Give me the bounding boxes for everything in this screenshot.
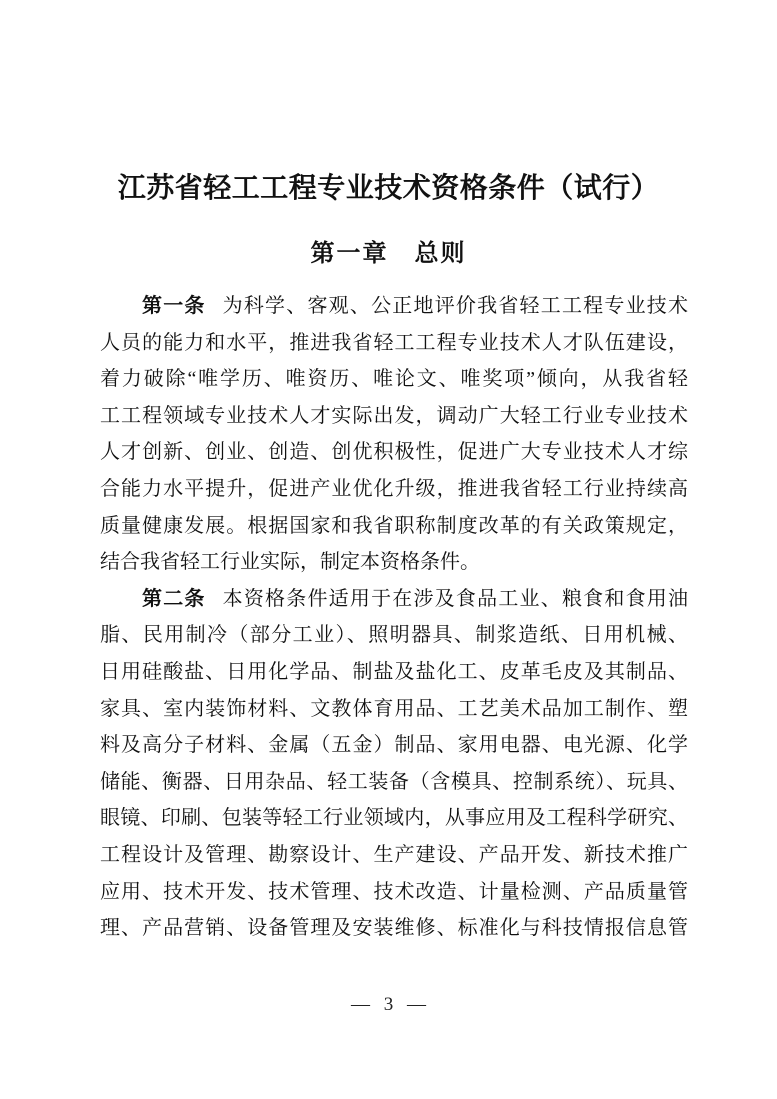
body-line-text: 结合我省轻工行业实际，制定本资格条件。 [100,551,480,574]
body-line [100,691,688,728]
document-body [100,288,688,947]
body-line-text: 人才创新、创业、创造、创优积极性，促进广大专业技术人才综 [100,441,688,464]
body-line [100,325,688,362]
body-line [100,398,688,435]
body-line [100,471,688,508]
body-line-text: 理、产品营销、设备管理及安装维修、标准化与科技情报信息管 [100,917,688,940]
body-line [100,581,688,618]
body-line-text: 料及高分子材料、金属（五金）制品、家用电器、电光源、化学 [100,734,688,757]
body-line-text: 为科学、客观、公正地评价我省轻工工程专业技术 [222,295,688,317]
body-line-text: 应用、技术开发、技术管理、技术改造、计量检测、产品质量管 [100,880,688,903]
body-line [100,508,688,545]
article-number: 第二条 [142,587,206,610]
body-line-text: 日用硅酸盐、日用化学品、制盐及盐化工、皮革毛皮及其制品、 [100,660,688,683]
body-line [100,434,688,471]
body-line [100,727,688,764]
page-number: — 3 — [351,994,426,1015]
body-line-text: 家具、室内装饰材料、文教体育用品、工艺美术品加工制作、塑 [100,697,688,720]
article-number: 第一条 [142,295,206,317]
body-line [100,361,688,398]
body-line-text: 脂、民用制冷（部分工业）、照明器具、制浆造纸、日用机械、 [100,624,688,647]
body-line-text: 着力破除“唯学历、唯资历、唯论文、唯奖项”倾向，从我省轻 [100,368,688,391]
body-line-text: 人员的能力和水平，推进我省轻工工程专业技术人才队伍建设， [100,331,688,354]
body-line [100,800,688,837]
body-line [100,654,688,691]
body-line [100,617,688,654]
body-line [100,874,688,911]
body-line-text: 质量健康发展。根据国家和我省职称制度改革的有关政策规定， [100,514,688,537]
body-line [100,544,688,581]
body-line-text: 工工程领域专业技术人才实际出发，调动广大轻工行业专业技术 [100,404,688,427]
body-line-text: 合能力水平提升，促进产业优化升级，推进我省轻工行业持续高 [100,477,688,500]
body-line-text: 眼镜、印刷、包装等轻工行业领域内，从事应用及工程科学研究、 [100,807,688,830]
body-line-text: 储能、衡器、日用杂品、轻工装备（含模具、控制系统）、玩具、 [100,770,688,793]
body-line [100,837,688,874]
body-line [100,288,688,325]
chapter-heading: 第一章 总则 [310,241,467,267]
body-line-text: 本资格条件适用于在涉及食品工业、粮食和食用油 [222,587,688,610]
document-title: 江苏省轻工工程专业技术资格条件（试行） [117,173,660,204]
body-line-text: 工程设计及管理、勘察设计、生产建设、产品开发、新技术推广 [100,843,688,866]
body-line [100,910,688,947]
body-line [100,764,688,801]
